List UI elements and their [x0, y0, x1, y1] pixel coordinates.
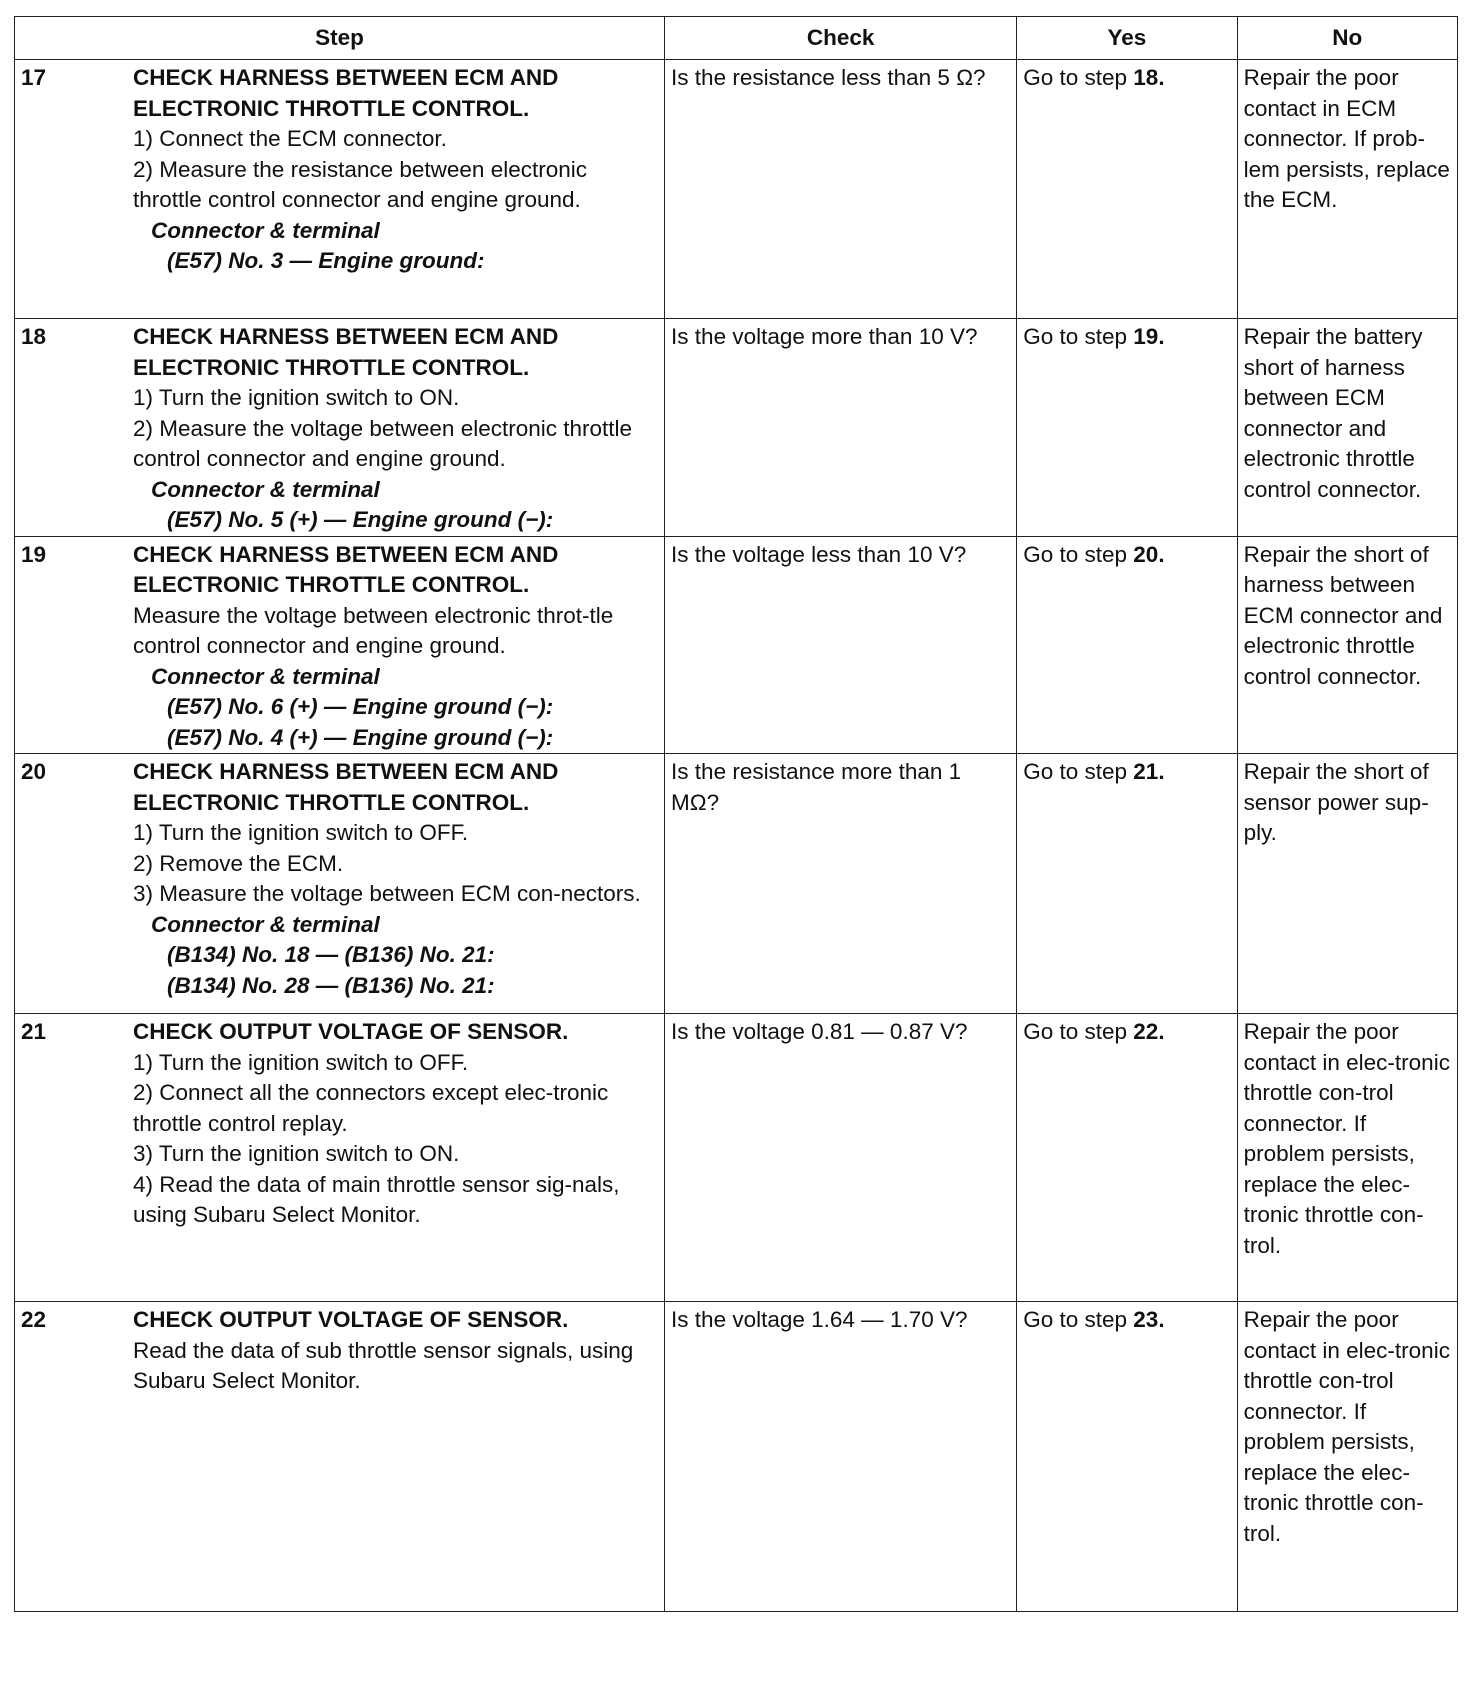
yes-step-ref: 21. — [1133, 759, 1165, 784]
step-instruction: Measure the voltage between electronic throt-tle control connector and engine ground. — [133, 602, 614, 658]
step-title: CHECK OUTPUT VOLTAGE OF SENSOR. — [133, 1019, 569, 1044]
yes-step-ref: 22. — [1133, 1019, 1165, 1044]
yes-cell — [1017, 536, 1237, 754]
table-row — [15, 1014, 1458, 1302]
no-cell: Repair the short of harness between ECM connector and electronic throttle control connector. — [1237, 536, 1457, 754]
connector-terminal-item: (E57) No. 5 (+) — Engine ground (−): — [167, 507, 554, 532]
yes-step-ref: 20. — [1133, 541, 1165, 567]
table-row — [15, 754, 1458, 1014]
step-instruction: 1) Turn the ignition switch to OFF. — [133, 1049, 469, 1075]
header-no: No — [1237, 17, 1457, 60]
step-instruction: 4) Read the data of main throttle sensor sig-nals, using Subaru Select Monitor. — [133, 1171, 620, 1227]
connector-terminal-item: (E57) No. 3 — Engine ground: — [167, 248, 485, 273]
table-row — [15, 60, 1458, 319]
connector-terminal-label: Connector & terminal — [151, 217, 380, 243]
step-title: CHECK HARNESS BETWEEN ECM AND ELECTRONIC THROTTLE CONTROL. — [133, 541, 559, 597]
step-cell — [15, 1302, 665, 1612]
step-cell — [15, 60, 665, 319]
check-cell: Is the voltage more than 10 V? — [665, 319, 1017, 537]
step-cell — [15, 319, 665, 537]
yes-prefix: Go to step — [1023, 1307, 1134, 1332]
table-row — [15, 1302, 1458, 1612]
step-instruction: 1) Turn the ignition switch to OFF. — [133, 820, 469, 845]
yes-step-ref: 19. — [1133, 324, 1165, 349]
yes-prefix: Go to step — [1023, 759, 1134, 784]
step-number: 18 — [21, 324, 47, 349]
check-cell: Is the voltage 0.81 — 0.87 V? — [665, 1014, 1017, 1302]
step-cell — [15, 1014, 665, 1302]
connector-terminal-item: (B134) No. 18 — (B136) No. 21: — [167, 942, 495, 967]
check-cell: Is the resistance more than 1 MΩ? — [665, 754, 1017, 1014]
step-instruction: 2) Remove the ECM. — [133, 850, 344, 876]
step-number: 19 — [21, 541, 47, 567]
yes-step-ref: 18. — [1133, 65, 1165, 90]
step-title: CHECK HARNESS BETWEEN ECM AND ELECTRONIC THROTTLE CONTROL. — [133, 65, 559, 121]
connector-terminal-label: Connector & terminal — [151, 476, 380, 502]
step-number: 21 — [21, 1019, 47, 1044]
step-instruction: 3) Turn the ignition switch to ON. — [133, 1141, 460, 1166]
diagnostic-table-sheet — [14, 16, 1458, 1612]
yes-cell — [1017, 754, 1237, 1014]
yes-cell — [1017, 60, 1237, 319]
table-row — [15, 536, 1458, 754]
header-step: Step — [15, 17, 665, 60]
header-yes: Yes — [1017, 17, 1237, 60]
step-title: CHECK HARNESS BETWEEN ECM AND ELECTRONIC THROTTLE CONTROL. — [133, 759, 559, 815]
step-number: 17 — [21, 65, 47, 90]
yes-prefix: Go to step — [1023, 1019, 1134, 1044]
diagnostic-table — [14, 16, 1458, 1612]
step-number: 20 — [21, 759, 47, 784]
connector-terminal-item: (E57) No. 4 (+) — Engine ground (−): — [167, 724, 554, 750]
no-cell: Repair the battery short of harness between ECM connector and electronic throttle control connector. — [1237, 319, 1457, 537]
header-row — [15, 17, 1458, 60]
step-instruction: 2) Connect all the connectors except elec-tronic throttle control replay. — [133, 1080, 609, 1136]
no-cell: Repair the short of sensor power sup-ply. — [1237, 754, 1457, 1014]
check-cell: Is the resistance less than 5 Ω? — [665, 60, 1017, 319]
step-instruction: 1) Connect the ECM connector. — [133, 126, 447, 151]
connector-terminal-label: Connector & terminal — [151, 663, 380, 689]
step-cell — [15, 536, 665, 754]
step-cell — [15, 754, 665, 1014]
step-instruction: 3) Measure the voltage between ECM con-nectors. — [133, 881, 641, 906]
header-check: Check — [665, 17, 1017, 60]
step-instruction: Read the data of sub throttle sensor signals, using Subaru Select Monitor. — [133, 1337, 634, 1393]
connector-terminal-label: Connector & terminal — [151, 911, 380, 937]
check-cell: Is the voltage 1.64 — 1.70 V? — [665, 1302, 1017, 1612]
yes-cell — [1017, 1302, 1237, 1612]
no-cell: Repair the poor contact in elec-tronic throttle con-trol connector. If problem persists, replace the elec-tronic throttle con-trol. — [1237, 1014, 1457, 1302]
check-cell: Is the voltage less than 10 V? — [665, 536, 1017, 754]
table-row — [15, 319, 1458, 537]
yes-cell — [1017, 1014, 1237, 1302]
no-cell: Repair the poor contact in ECM connector. If prob-lem persists, replace the ECM. — [1237, 60, 1457, 319]
connector-terminal-item: (E57) No. 6 (+) — Engine ground (−): — [167, 694, 554, 719]
step-title: CHECK OUTPUT VOLTAGE OF SENSOR. — [133, 1307, 569, 1332]
step-instruction: 2) Measure the resistance between electronic throttle control connector and engine ground. — [133, 156, 587, 212]
step-instruction: 2) Measure the voltage between electronic throttle control connector and engine ground. — [133, 415, 633, 471]
no-cell: Repair the poor contact in elec-tronic throttle con-trol connector. If problem persists, replace the elec-tronic throttle con-trol. — [1237, 1302, 1457, 1612]
step-title: CHECK HARNESS BETWEEN ECM AND ELECTRONIC THROTTLE CONTROL. — [133, 324, 559, 380]
yes-step-ref: 23. — [1133, 1307, 1165, 1332]
yes-prefix: Go to step — [1023, 541, 1134, 567]
step-instruction: 1) Turn the ignition switch to ON. — [133, 385, 460, 410]
yes-prefix: Go to step — [1023, 324, 1134, 349]
connector-terminal-item: (B134) No. 28 — (B136) No. 21: — [167, 972, 495, 998]
yes-cell — [1017, 319, 1237, 537]
yes-prefix: Go to step — [1023, 65, 1134, 90]
step-number: 22 — [21, 1307, 47, 1332]
